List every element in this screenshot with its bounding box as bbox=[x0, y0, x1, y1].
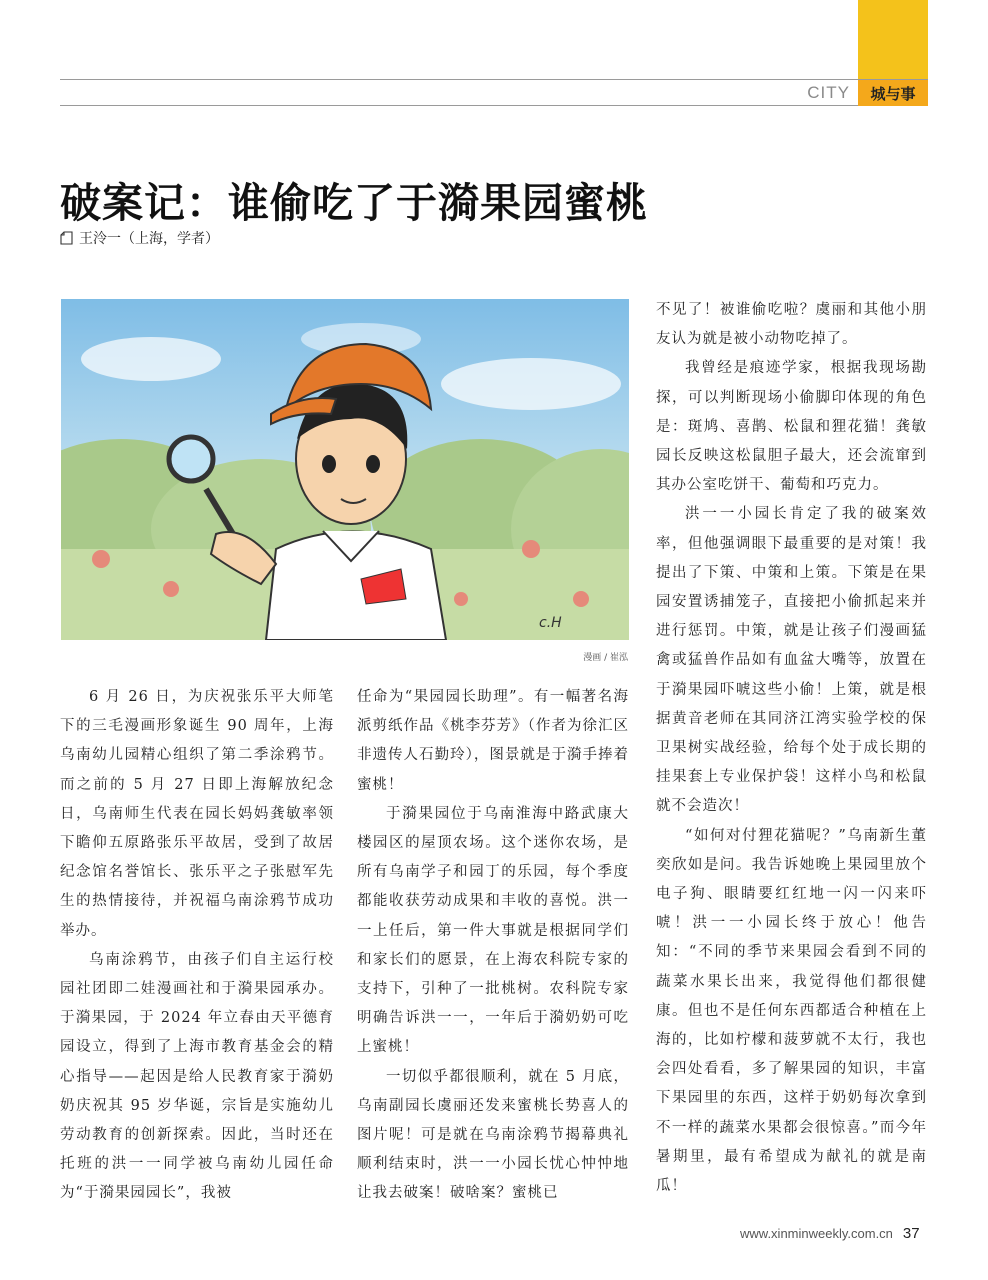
paragraph: 我曾经是痕迹学家，根据我现场勘探，可以判断现场小偷脚印体现的角色是：斑鸠、喜鹊、松鼠和狸花猫！龚敏园长反映这松鼠胆子最大，还会流窜到其办公室吃饼干、葡萄和巧克力。 bbox=[656, 360, 927, 494]
page-footer bbox=[740, 1225, 920, 1242]
article-column-1 bbox=[60, 683, 334, 1209]
header-rule-top bbox=[60, 79, 928, 80]
cartoon-illustration bbox=[61, 299, 629, 640]
paragraph: 于漪果园位于乌南淮海中路武康大楼园区的屋顶农场。这个迷你农场，是所有乌南学子和园丁的乐园，每个季度都能收获劳动成果和丰收的喜悦。洪一一上任后，第一件大事就是根据同学们和家长们的愿景，在上海农科院专家的支持下，引种了一批桃树。农科院专家明确告诉洪一一，一年后于漪奶奶可吃上蜜桃！ bbox=[357, 805, 629, 1056]
section-label-en: CITY bbox=[807, 83, 850, 102]
section-label-cn: 城与事 bbox=[858, 80, 928, 106]
header-rule-bottom bbox=[60, 105, 928, 106]
article-byline bbox=[60, 228, 219, 248]
page-number: 37 bbox=[902, 1225, 920, 1242]
paragraph: 一切似乎都很顺利，就在 5 月底，乌南副园长虞丽还发来蜜桃长势喜人的图片呢！可是就在乌南涂鸦节揭幕典礼顺利结束时，洪一一小园长忧心忡忡地让我去破案！破啥案？蜜桃已 bbox=[357, 1068, 629, 1202]
article-column-2 bbox=[357, 683, 629, 1209]
illustrator-signature: c.H bbox=[539, 615, 562, 631]
footer-url[interactable]: www.xinminweekly.com.cn bbox=[740, 1226, 893, 1241]
paragraph: 洪一一小园长肯定了我的破案效率，但他强调眼下最重要的是对策！我提出了下策、中策和上策。下策是在果园安置诱捕笼子，直接把小偷抓起来并进行惩罚。中策，就是让孩子们漫画猛禽或猛兽作品如有血盆大嘴等，放置在于漪果园吓唬这些小偷！上策，就是根据黄音老师在其同济江湾实验学校的保卫果树实战经验，给每个处于成长期的挂果套上专业保护袋！这样小鸟和松鼠就不会造次！ bbox=[656, 506, 927, 815]
paragraph: “如何对付狸花猫呢？”乌南新生董奕欣如是问。我告诉她晚上果园里放个电子狗、眼睛要红红地一闪一闪来吓唬！洪一一小园长终于放心！他告知：“不同的季节来果园会看到不同的蔬菜水果长出来，我觉得他们都很健康。但也不是任何东西都适合种植在上海的，比如柠檬和菠萝就不太行，我也会四处看看，多了解果园的知识，丰富下果园里的东西，这样于奶奶每次拿到不一样的蔬菜水果都会很惊喜。”而今年暑期里，最有希望成为献礼的就是南瓜！ bbox=[656, 827, 927, 1195]
paragraph: 乌南涂鸦节，由孩子们自主运行校园社团即二娃漫画社和于漪果园承办。于漪果园，于 2024 年立春由天平德育园设立，得到了上海市教育基金会的精心指导——起因是给人民教育家于漪奶奶庆祝其 95 岁华诞，宗旨是实施幼儿劳动教育的创新探索。因此，当时还在托班的洪一一同学被乌南幼儿园任命为“于漪果园园长”，我被 bbox=[60, 951, 334, 1202]
article-title: 破案记：谁偷吃了于漪果园蜜桃 bbox=[60, 179, 648, 227]
image-caption: 漫画 / 崔泓 bbox=[583, 653, 628, 663]
paragraph: 任命为“果园园长助理”。有一幅著名海派剪纸作品《桃李芬芳》（作者为徐汇区非遗传人石勤玲），图景就是于漪手捧着蜜桃！ bbox=[357, 689, 629, 793]
pen-icon bbox=[60, 231, 73, 245]
header-yellow-tab bbox=[858, 0, 928, 80]
paragraph: 不见了！被谁偷吃啦？虞丽和其他小朋友认为就是被小动物吃掉了。 bbox=[656, 302, 927, 348]
byline-text: 王泠一（上海，学者） bbox=[79, 231, 219, 247]
paragraph: 6 月 26 日，为庆祝张乐平大师笔下的三毛漫画形象诞生 90 周年，上海乌南幼儿园精心组织了第二季涂鸦节。而之前的 5 月 27 日即上海解放纪念日，乌南师生代表在园长妈妈龚敏率领下瞻仰五原路张乐平故居，受到了故居纪念馆名誉馆长、张乐平之子张慰军先生的热情接待，并祝福乌南涂鸦节成功举办。 bbox=[60, 689, 334, 939]
article-column-3 bbox=[656, 296, 927, 1201]
